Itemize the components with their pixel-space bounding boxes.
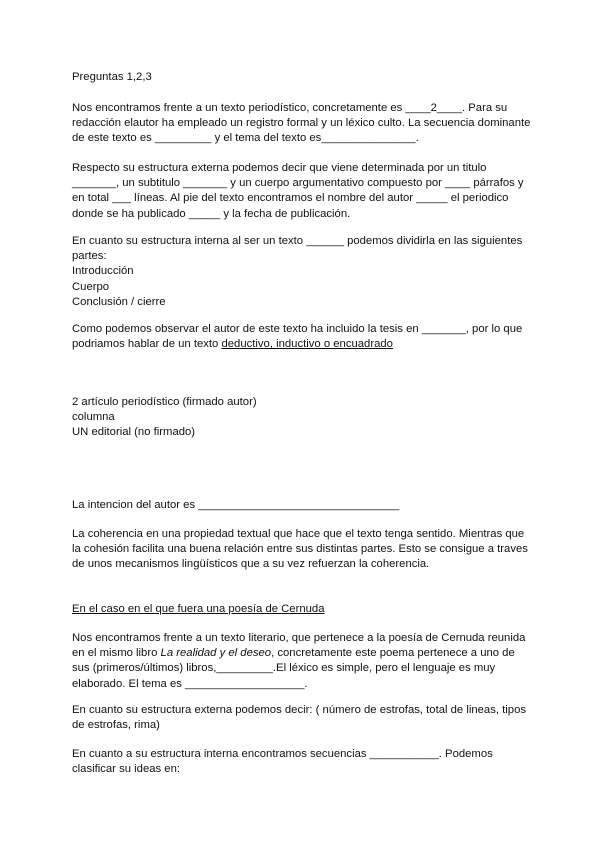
- thesis-options-underlined: deductivo, inductivo o encuadrado: [221, 338, 393, 351]
- paragraph-author-intention: La intencion del autor es ________________________________: [72, 499, 400, 511]
- paragraph-newspaper-text: Nos encontramos frente a un texto periodístico, concretamente es ____2____. Para su redacción elautor ha empleado un registro formal y un léxico culto. La secuencia dominante de este texto es _________ y el tema del texto es_______________.: [72, 102, 531, 145]
- paragraph-literary-text: [72, 631, 532, 692]
- paragraph-poem-internal-structure: En cuanto a su estructura interna encontramos secuencias ___________. Podemos clasificar su ideas en:: [72, 748, 493, 776]
- literary-text-b: , concretamente este poema pertenece a uno de sus (primeros/últimos) libros,_________.El léxico es simple, pero el lenguaje es muy elaborado. El tema es ___________________.: [72, 647, 515, 690]
- notes-text-types: 2 artículo periodístico (firmado autor) columna UN editorial (no firmado): [72, 396, 257, 439]
- paragraph-internal-structure: En cuanto su estructura interna al ser un texto ______ podemos dividirla en las siguientes partes: Introducción Cuerpo Conclusión / cierre: [72, 235, 523, 308]
- paragraph-coherence: La coherencia en una propiedad textual que hace que el texto tenga sentido. Mientras que la cohesión facilita una buena relación entre sus distintas partes. Esto se consigue a traves de unos mecanismos lingüísticos que a su vez refuerzan la coherencia.: [72, 528, 528, 571]
- cernuda-heading: En el caso en el que fuera una poesía de Cernuda: [72, 603, 325, 615]
- paragraph-thesis: [72, 322, 532, 352]
- thesis-text: Como podemos observar el autor de este texto ha incluido la tesis en _______, por lo que podriamos hablar de un texto: [72, 323, 523, 351]
- literary-text-a: Nos encontramos frente a un texto literario, que pertenece a la poesía de Cernuda reunida en el mismo libro: [72, 632, 526, 660]
- questions-heading: Preguntas 1,2,3: [72, 71, 152, 83]
- book-title: La realidad y el deseo: [160, 647, 272, 660]
- paragraph-external-structure: Respecto su estructura externa podemos decir que viene determinada por un titulo _______, un subtitulo _______ y un cuerpo argumentativo compuesto por ____ párrafos y en total ___ líneas. Al pie del texto encontramos el nombre del autor _____ el periodico donde se ha publicado _____ y la fecha de publicación.: [72, 162, 524, 220]
- paragraph-poem-external-structure: En cuanto su estructura externa podemos decir: ( número de estrofas, total de lineas, tipos de estrofas, rima): [72, 704, 527, 732]
